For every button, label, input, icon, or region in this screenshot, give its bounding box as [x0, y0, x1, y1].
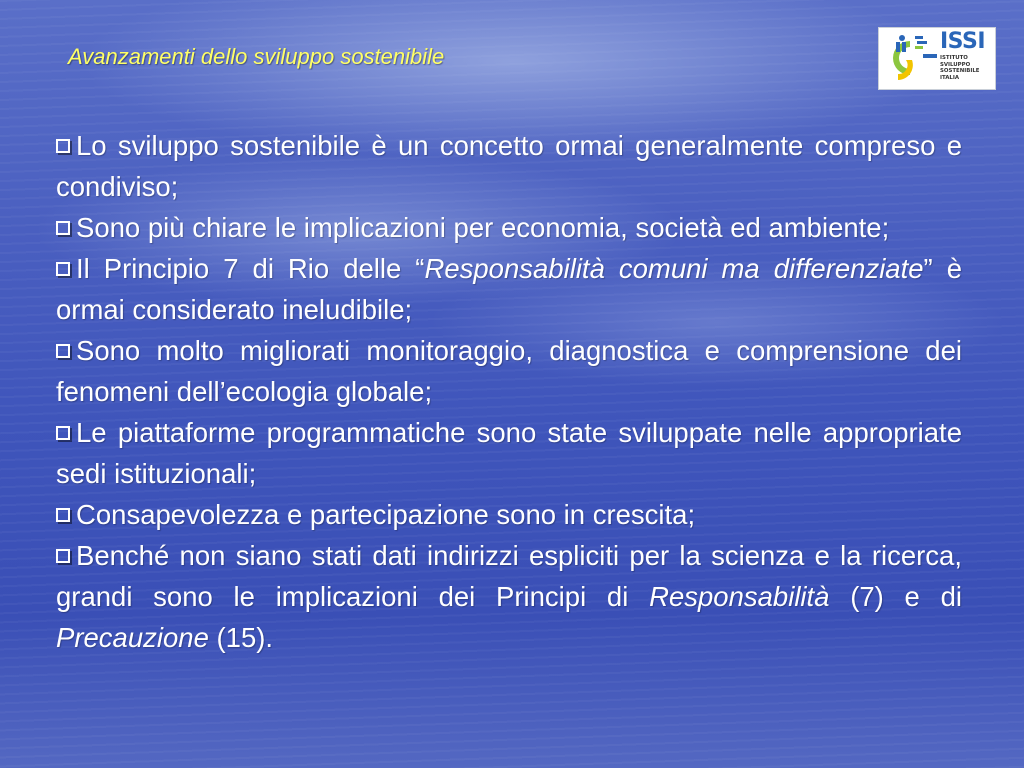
bullet-item	[56, 535, 962, 658]
logo-subtitle-line: SVILUPPO	[940, 61, 971, 68]
bullet-item	[56, 248, 962, 330]
checkbox-bullet-icon	[56, 508, 70, 522]
logo-name: ISSI	[940, 29, 986, 54]
logo-subtitle-line: ISTITUTO	[940, 55, 968, 61]
slide-title: Avanzamenti dello sviluppo sostenibile	[68, 44, 445, 69]
checkbox-bullet-icon	[56, 426, 70, 440]
bullet-text: (7) e di	[829, 581, 962, 612]
checkbox-bullet-icon	[56, 139, 70, 153]
issi-emblem-icon	[879, 28, 939, 89]
bullet-item	[56, 125, 962, 207]
logo-subtitle	[940, 55, 996, 81]
checkbox-bullet-icon	[56, 549, 70, 563]
bullet-text: Lo sviluppo sostenibile è un concetto ormai generalmente compreso e condiviso;	[56, 130, 962, 202]
bullet-text: ” è ormai considerato ineludibile;	[56, 253, 963, 325]
bullet-text: Sono più chiare le implicazioni per economia, società ed ambiente;	[76, 212, 890, 243]
bullet-list	[56, 125, 962, 658]
issi-logo	[878, 27, 996, 90]
bullet-item	[56, 207, 962, 248]
bullet-text: Il Principio 7 di Rio delle “	[76, 253, 425, 284]
checkbox-bullet-icon	[56, 344, 70, 358]
bullet-text: Benché non siano stati dati indirizzi espliciti per la scienza e la ricerca, grandi sono le implicazioni dei Principi di	[56, 540, 962, 612]
bullet-text: (15).	[208, 622, 274, 653]
bullet-text-italic: Precauzione	[56, 622, 209, 653]
bullet-text: Consapevolezza e partecipazione sono in crescita;	[76, 499, 696, 530]
bullet-text: Le piattaforme programmatiche sono state sviluppate nelle appropriate sedi istituzionali;	[56, 417, 962, 489]
checkbox-bullet-icon	[56, 221, 70, 235]
logo-subtitle-line: SOSTENIBILE	[940, 68, 980, 75]
bullet-text-italic: Responsabilità comuni ma differenziate	[424, 253, 924, 284]
logo-subtitle-line: ITALIA	[940, 74, 960, 81]
bullet-item	[56, 330, 962, 412]
bullet-text-italic: Responsabilità	[649, 581, 830, 612]
bullet-item	[56, 412, 962, 494]
checkbox-bullet-icon	[56, 262, 70, 276]
bullet-item	[56, 494, 962, 535]
bullet-text: Sono molto migliorati monitoraggio, diagnostica e comprensione dei fenomeni dell’ecologia globale;	[56, 335, 962, 407]
